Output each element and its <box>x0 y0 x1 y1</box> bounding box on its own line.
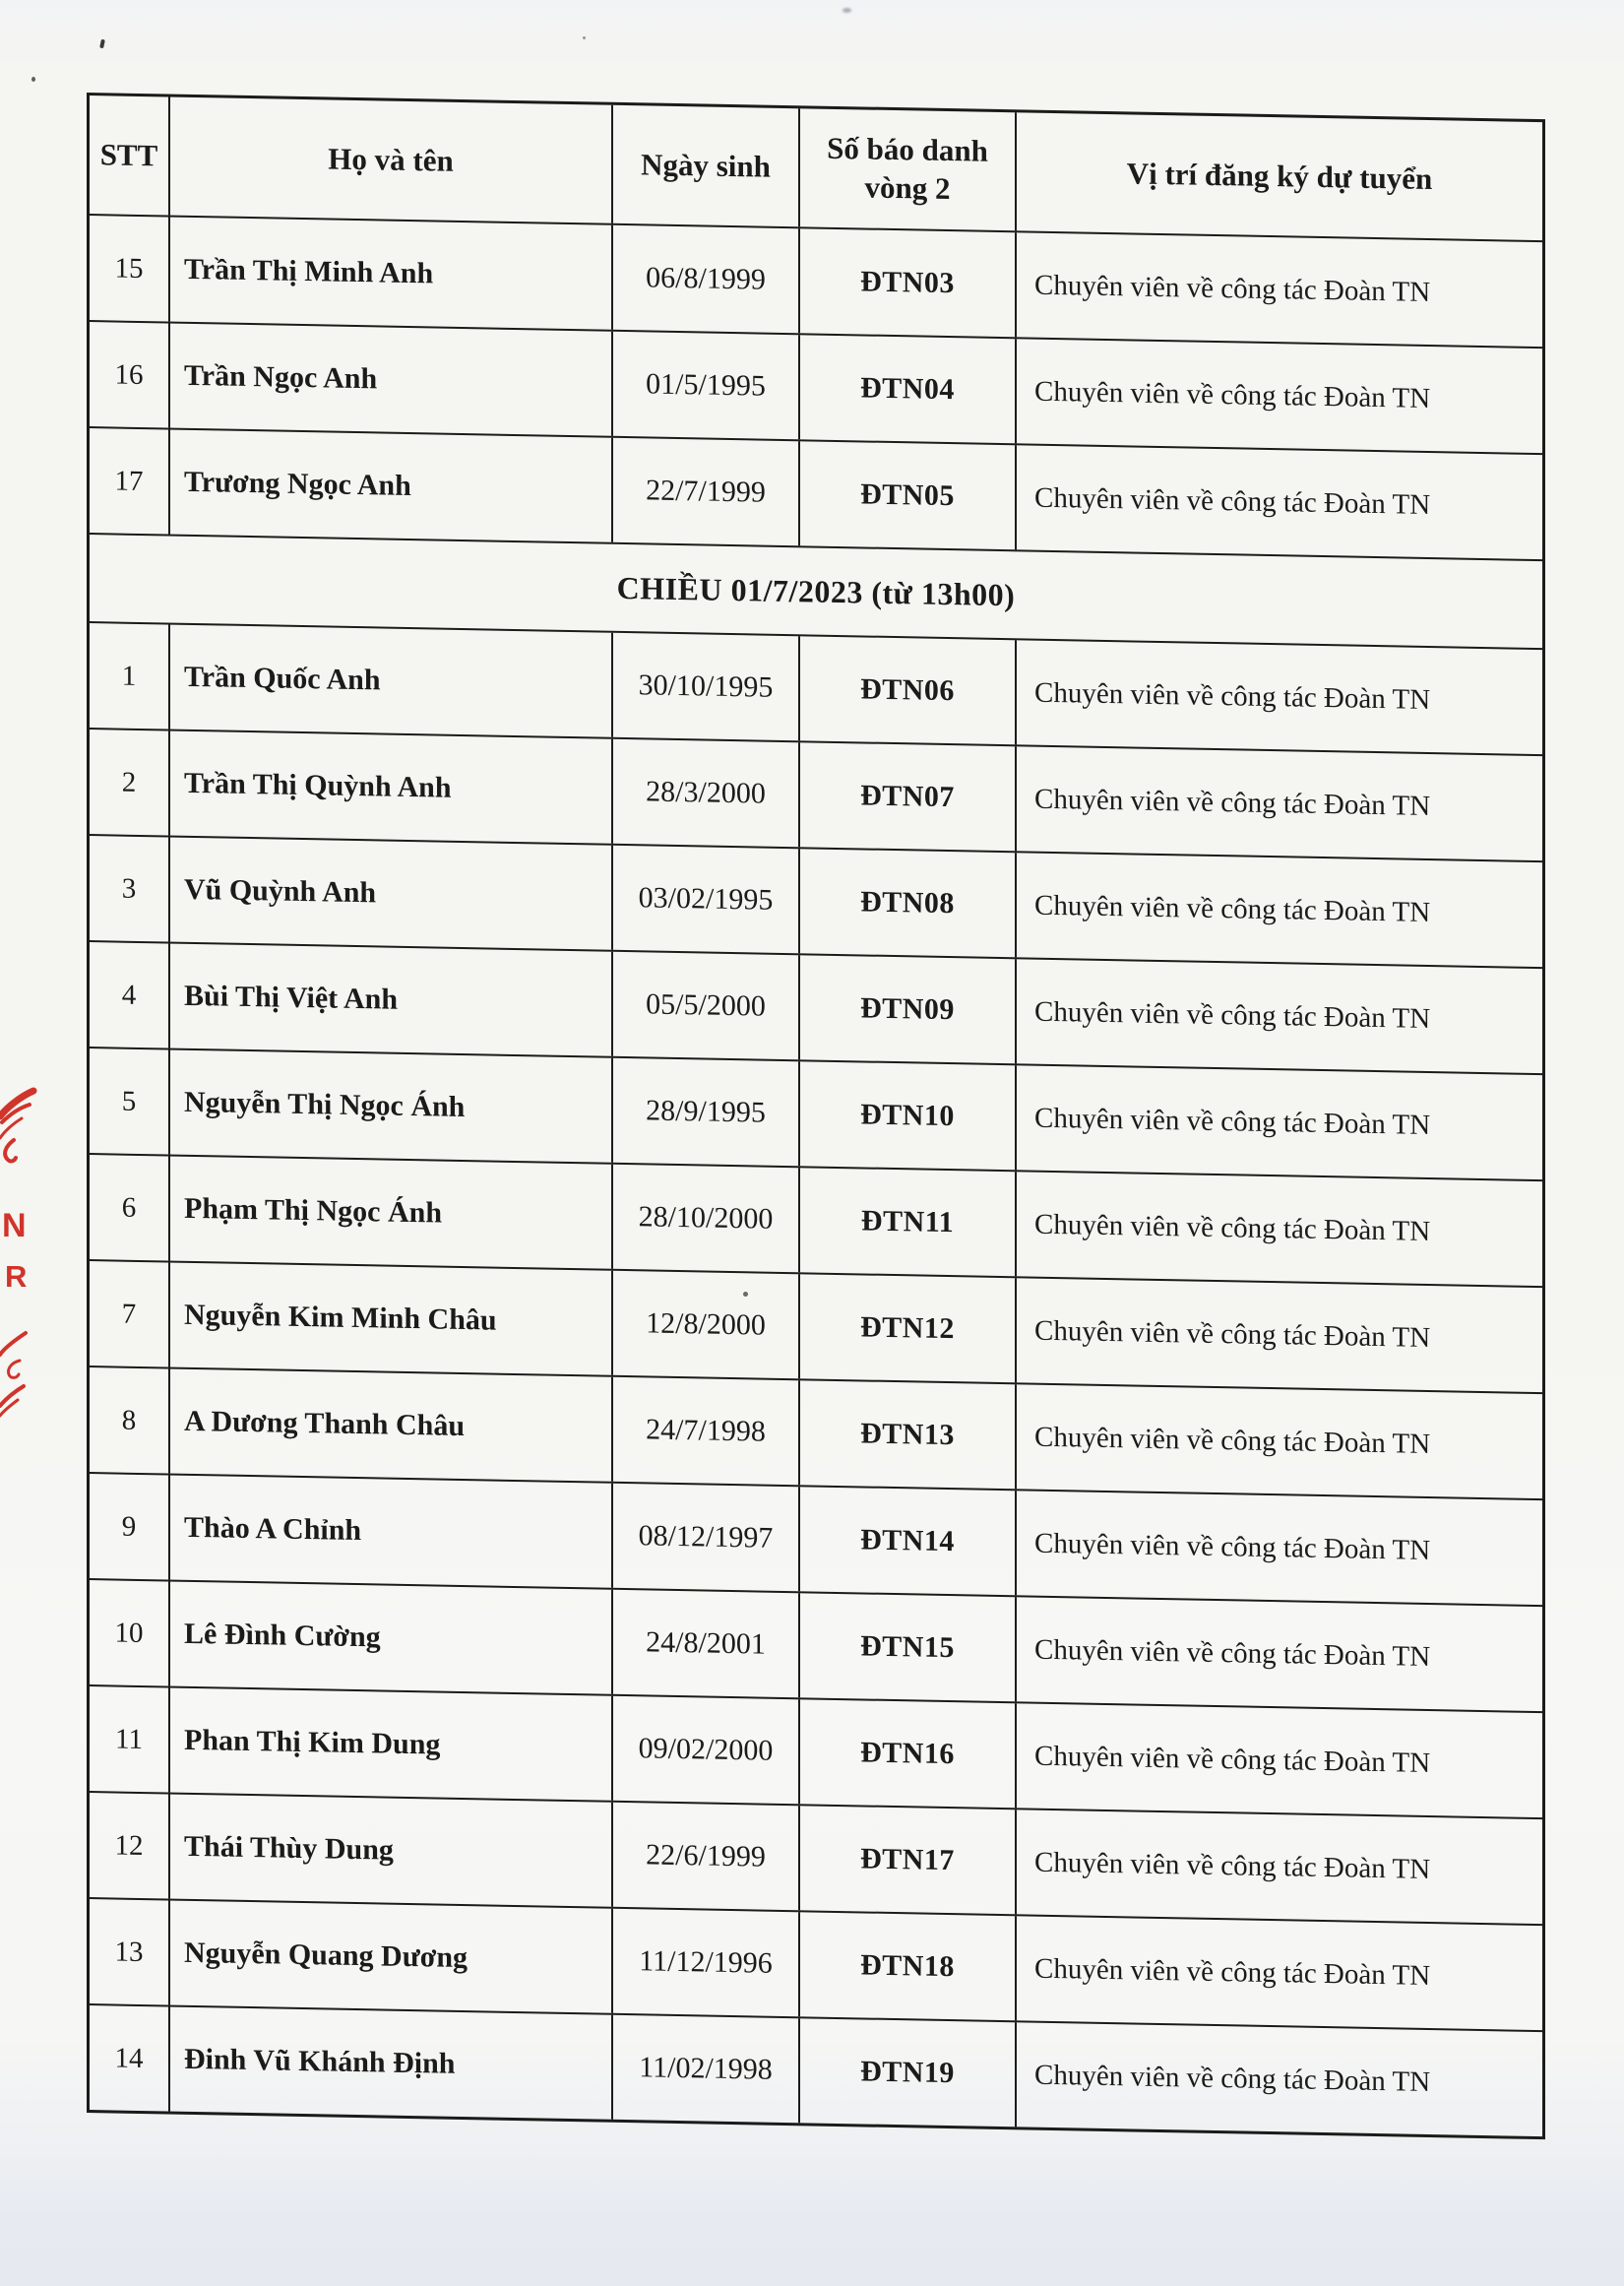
cell-dob: 01/5/1995 <box>611 332 798 439</box>
cell-sbd: ĐTN10 <box>798 1061 1015 1170</box>
column-header-dob: Ngày sinh <box>611 105 798 226</box>
cell-position: Chuyên viên về công tác Đoàn TN <box>1015 1916 1542 2030</box>
cell-name: Phạm Thị Ngọc Ánh <box>168 1157 611 1269</box>
cell-name: Vũ Quỳnh Anh <box>168 838 611 950</box>
cell-sbd: ĐTN16 <box>798 1699 1015 1808</box>
cell-position: Chuyên viên về công tác Đoàn TN <box>1015 1384 1542 1498</box>
cell-sbd: ĐTN05 <box>798 441 1015 549</box>
cell-stt: 14 <box>114 2042 144 2074</box>
cell-dob: 11/12/1996 <box>611 1909 798 2016</box>
cell-position: Chuyên viên về công tác Đoàn TN <box>1015 232 1542 347</box>
cell-name: Thái Thùy Dung <box>168 1795 611 1907</box>
scan-speck <box>99 39 105 49</box>
cell-stt: 1 <box>121 660 137 692</box>
cell-name: Nguyễn Thị Ngọc Ánh <box>168 1050 611 1163</box>
session-header-label: CHIỀU 01/7/2023 (từ 13h00) <box>616 569 1016 612</box>
cell-sbd: ĐTN12 <box>798 1274 1015 1382</box>
cell-name: Nguyễn Quang Dương <box>168 1901 611 2013</box>
cell-position: Chuyên viên về công tác Đoàn TN <box>1015 339 1542 453</box>
red-stamp-mark-icon <box>0 1079 71 1424</box>
cell-stt: 2 <box>121 766 137 798</box>
cell-dob: 03/02/1995 <box>611 846 798 953</box>
cell-dob: 24/8/2001 <box>611 1590 798 1697</box>
cell-stt: 12 <box>114 1829 144 1862</box>
cell-position: Chuyên viên về công tác Đoàn TN <box>1015 959 1542 1073</box>
schedule-table-grid <box>87 93 1545 2139</box>
rows-after-session <box>90 621 1542 2136</box>
cell-name: A Dương Thanh Châu <box>168 1369 611 1482</box>
cell-sbd: ĐTN17 <box>798 1806 1015 1914</box>
cell-stt: 15 <box>114 252 144 285</box>
cell-sbd: ĐTN09 <box>798 955 1015 1063</box>
cell-stt: 9 <box>121 1510 137 1543</box>
cell-sbd: ĐTN04 <box>798 335 1015 443</box>
cell-dob: 28/3/2000 <box>611 739 798 847</box>
cell-dob: 28/10/2000 <box>611 1165 798 1272</box>
cell-name: Thào A Chỉnh <box>168 1476 611 1588</box>
cell-stt: 17 <box>114 465 144 497</box>
cell-stt: 5 <box>121 1085 137 1117</box>
column-header-name: Họ và tên <box>168 97 611 223</box>
cell-name: Trương Ngọc Anh <box>168 430 611 542</box>
cell-sbd: ĐTN15 <box>798 1593 1015 1701</box>
cell-dob: 22/7/1999 <box>611 438 798 545</box>
cell-stt: 3 <box>121 872 137 905</box>
cell-sbd: ĐTN07 <box>798 742 1015 851</box>
scan-speck <box>31 77 35 82</box>
cell-dob: 11/02/1998 <box>611 2015 798 2123</box>
cell-stt: 6 <box>121 1191 137 1224</box>
cell-dob: 08/12/1997 <box>611 1484 798 1591</box>
cell-name: Trần Ngọc Anh <box>168 324 611 436</box>
scan-speck <box>583 36 586 39</box>
cell-sbd: ĐTN08 <box>798 849 1015 957</box>
cell-position: Chuyên viên về công tác Đoàn TN <box>1015 1065 1542 1179</box>
scan-speck <box>843 8 851 13</box>
cell-dob: 05/5/2000 <box>611 952 798 1059</box>
rows-before-session <box>90 214 1542 559</box>
cell-position: Chuyên viên về công tác Đoàn TN <box>1015 1278 1542 1392</box>
stamp-letter-r: R <box>5 1259 28 1294</box>
cell-sbd: ĐTN11 <box>798 1168 1015 1276</box>
stamp-letter-n: N <box>2 1207 27 1244</box>
cell-name: Trần Quốc Anh <box>168 625 611 737</box>
cell-dob: 28/9/1995 <box>611 1058 798 1166</box>
cell-name: Đinh Vũ Khánh Định <box>168 2007 611 2120</box>
cell-stt: 4 <box>121 979 137 1011</box>
cell-dob: 09/02/2000 <box>611 1696 798 1804</box>
cell-stt: 7 <box>121 1298 137 1330</box>
cell-sbd: ĐTN06 <box>798 636 1015 744</box>
column-header-stt: STT <box>99 136 158 172</box>
cell-position: Chuyên viên về công tác Đoàn TN <box>1015 640 1542 754</box>
cell-sbd: ĐTN13 <box>798 1380 1015 1489</box>
cell-sbd: ĐTN03 <box>798 228 1015 337</box>
schedule-table <box>87 93 1545 2139</box>
cell-dob: 12/8/2000 <box>611 1271 798 1378</box>
cell-sbd: ĐTN18 <box>798 1912 1015 2020</box>
cell-name: Trần Thị Quỳnh Anh <box>168 731 611 844</box>
cell-position: Chuyên viên về công tác Đoàn TN <box>1015 445 1542 559</box>
cell-sbd: ĐTN19 <box>798 2018 1015 2127</box>
cell-position: Chuyên viên về công tác Đoàn TN <box>1015 853 1542 967</box>
cell-position: Chuyên viên về công tác Đoàn TN <box>1015 1597 1542 1711</box>
cell-position: Chuyên viên về công tác Đoàn TN <box>1015 746 1542 860</box>
column-header-position: Vị trí đăng ký dự tuyển <box>1015 112 1542 240</box>
cell-name: Trần Thị Minh Anh <box>168 218 611 330</box>
cell-dob: 24/7/1998 <box>611 1377 798 1485</box>
cell-position: Chuyên viên về công tác Đoàn TN <box>1015 1172 1542 1286</box>
cell-stt: 10 <box>114 1617 144 1649</box>
cell-sbd: ĐTN14 <box>798 1487 1015 1595</box>
cell-stt: 16 <box>114 358 144 391</box>
cell-position: Chuyên viên về công tác Đoàn TN <box>1015 2022 1542 2136</box>
cell-position: Chuyên viên về công tác Đoàn TN <box>1015 1810 1542 1924</box>
cell-position: Chuyên viên về công tác Đoàn TN <box>1015 1491 1542 1605</box>
cell-position: Chuyên viên về công tác Đoàn TN <box>1015 1703 1542 1817</box>
cell-name: Lê Đình Cường <box>168 1582 611 1694</box>
cell-name: Bùi Thị Việt Anh <box>168 944 611 1056</box>
column-header-sbd: Số báo danh vòng 2 <box>798 108 1015 230</box>
cell-stt: 8 <box>121 1404 137 1436</box>
cell-dob: 06/8/1999 <box>611 225 798 333</box>
cell-name: Phan Thị Kim Dung <box>168 1688 611 1801</box>
cell-name: Nguyễn Kim Minh Châu <box>168 1263 611 1375</box>
cell-stt: 13 <box>114 1936 144 1968</box>
cell-dob: 30/10/1995 <box>611 633 798 740</box>
cell-stt: 11 <box>115 1723 143 1755</box>
cell-dob: 22/6/1999 <box>611 1803 798 1910</box>
